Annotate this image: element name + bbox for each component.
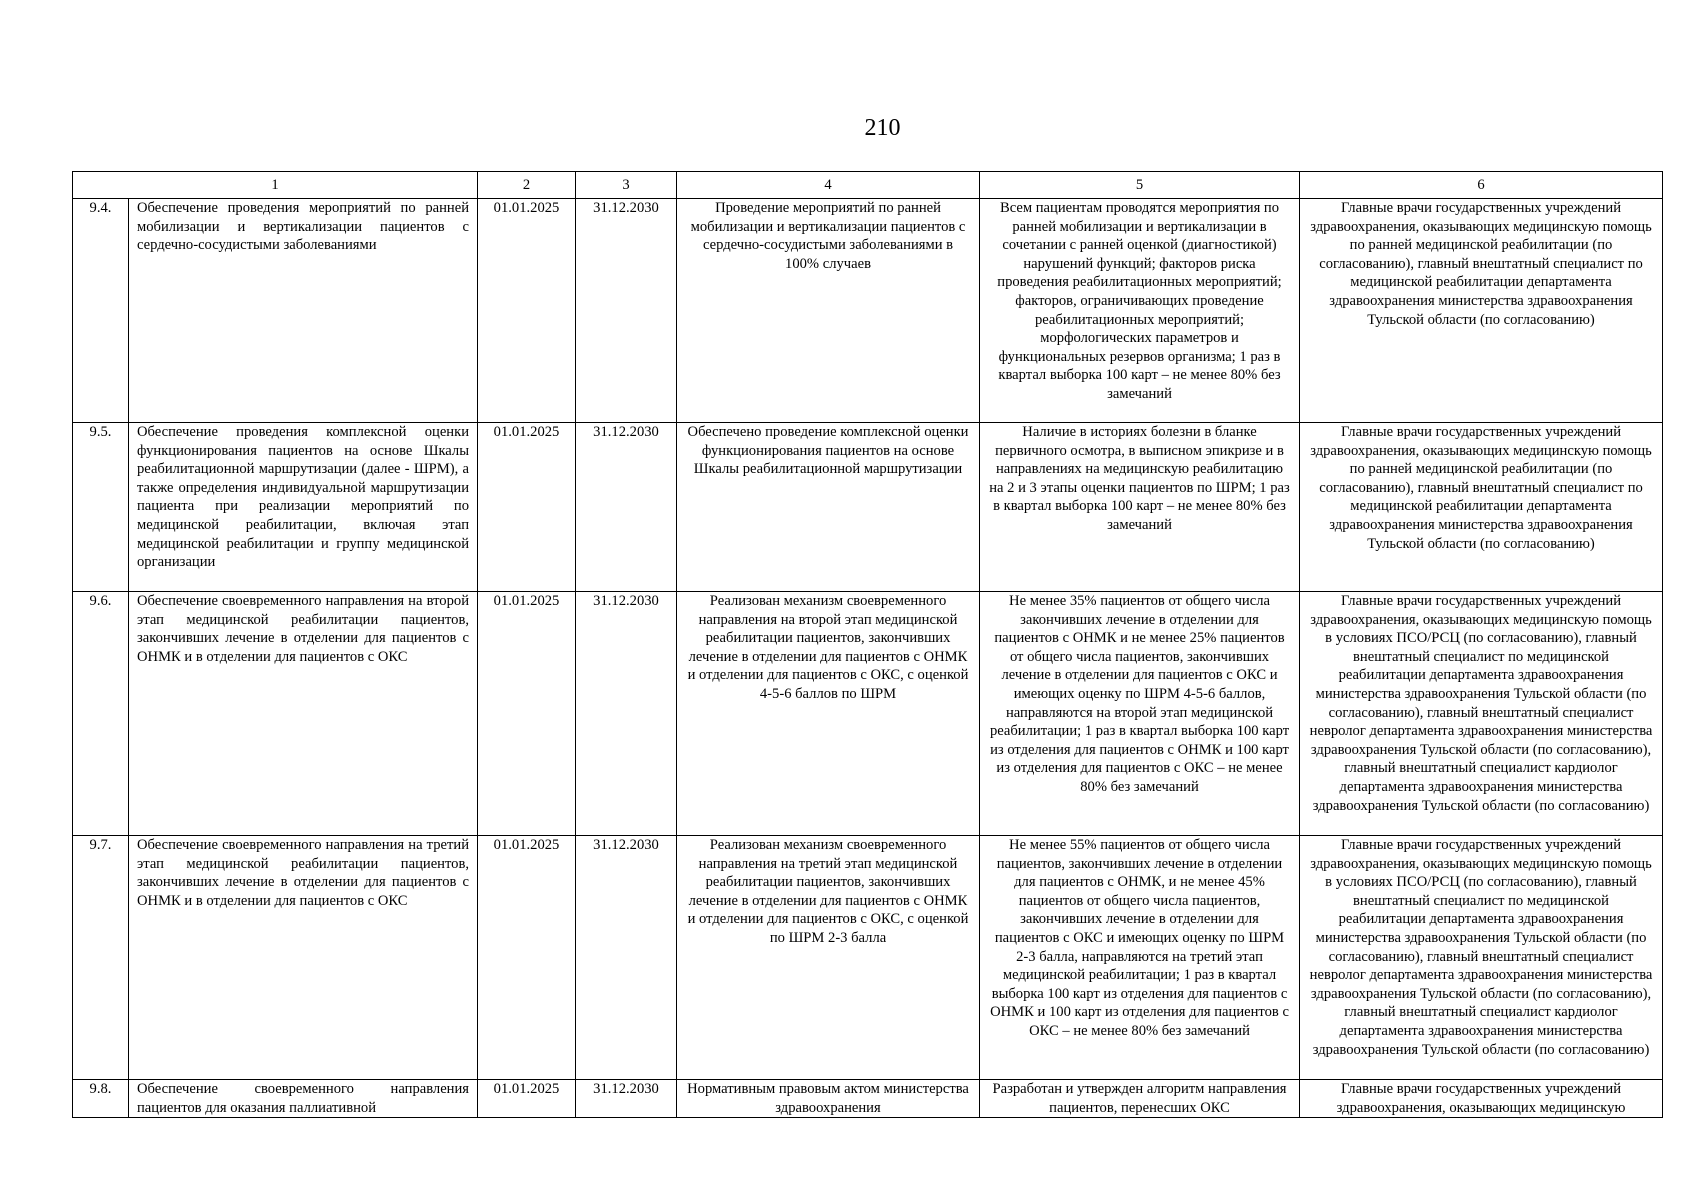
measure-name: [129, 1080, 478, 1118]
expected-result: Обеспечено проведение комплексной оценки функционирования пациентов на основе Шкалы реабилитационной маршрутизации: [677, 423, 980, 592]
control-indicator: Наличие в историях болезни в бланке первичного осмотра, в выписном эпикризе и в направлениях на медицинскую реабилитацию на 2 и 3 этапы оценки пациентов по ШРМ; 1 раз в квартал выборка 100 карт – не менее 80% без замечаний: [980, 423, 1300, 592]
start-date: 01.01.2025: [478, 423, 576, 592]
control-indicator: [980, 1080, 1300, 1118]
end-date: 31.12.2030: [576, 592, 677, 836]
end-date: 31.12.2030: [576, 836, 677, 1080]
control-indicator: Всем пациентам проводятся мероприятия по ранней мобилизации и вертикализации в сочетании с ранней оценкой (диагностикой) нарушений функций; факторов риска проведения реабилитационных мероприятий; факторов, ограничивающих проведение реабилитационных мероприятий; морфологических параметров и функциональных резервов организма; 1 раз в квартал выборка 100 карт – не менее 80% без замечаний: [980, 199, 1300, 423]
column-header-2: 2: [478, 172, 576, 199]
measure-name: Обеспечение проведения мероприятий по ранней мобилизации и вертикализации пациентов с сердечно-сосудистыми заболеваниями: [129, 199, 478, 423]
measure-name: Обеспечение своевременного направления на третий этап медицинской реабилитации пациентов, закончивших лечение в отделении для пациентов с ОНМК и в отделении для пациентов с ОКС: [129, 836, 478, 1080]
item-number: 9.7.: [73, 836, 129, 1080]
column-header-3: 3: [576, 172, 677, 199]
column-header-6: 6: [1300, 172, 1663, 199]
start-date: 01.01.2025: [478, 592, 576, 836]
start-date: 01.01.2025: [478, 199, 576, 423]
item-number: 9.4.: [73, 199, 129, 423]
end-date: 31.12.2030: [576, 1080, 677, 1118]
column-header-4: 4: [677, 172, 980, 199]
responsible-executors: Главные врачи государственных учреждений здравоохранения, оказывающих медицинскую помощь в условиях ПСО/РСЦ (по согласованию), главный внештатный специалист по медицинской реабилитации департамента здравоохранения министерства здравоохранения Тульской области (по согласованию), главный внештатный специалист невролог департамента здравоохранения министерства здравоохранения Тульской области (по согласованию), главный внештатный специалист кардиолог департамента здравоохранения министерства здравоохранения Тульской области (по согласованию): [1300, 592, 1663, 836]
table-header: [73, 172, 1663, 199]
measures-table: [72, 171, 1663, 1118]
item-number: 9.8.: [73, 1080, 129, 1118]
table-row: [73, 1080, 1663, 1118]
control-indicator-text: Разработан и утвержден алгоритм направления пациентов, перенесших ОКС: [992, 1081, 1287, 1116]
item-number: 9.6.: [73, 592, 129, 836]
column-header-5: 5: [980, 172, 1300, 199]
responsible-executors: Главные врачи государственных учреждений здравоохранения, оказывающих медицинскую помощь по ранней медицинской реабилитации (по согласованию), главный внештатный специалист по медицинской реабилитации департамента здравоохранения министерства здравоохранения Тульской области (по согласованию): [1300, 199, 1663, 423]
measure-name: Обеспечение своевременного направления на второй этап медицинской реабилитации пациентов, закончивших лечение в отделении для пациентов с ОНМК и в отделении для пациентов с ОКС: [129, 592, 478, 836]
page-number: 210: [864, 115, 901, 141]
responsible-executors-text: Главные врачи государственных учреждений здравоохранения, оказывающих медицинскую: [1336, 1081, 1626, 1116]
table-row: [73, 836, 1663, 1080]
control-indicator: Не менее 35% пациентов от общего числа закончивших лечение в отделении для пациентов с ОНМК и не менее 25% пациентов от общего числа пациентов, закончивших лечение в отделении для пациентов с ОКС и имеющих оценку по ШРМ 4-5-6 баллов, направляются на второй этап медицинской реабилитации; 1 раз в квартал выборка 100 карт из отделения для пациентов с ОНМК и 100 карт из отделения для пациентов с ОКС – не менее 80% без замечаний: [980, 592, 1300, 836]
expected-result: Реализован механизм своевременного направления на третий этап медицинской реабилитации пациентов, закончивших лечение в отделении для пациентов с ОНМК и отделении для пациентов с ОКС, с оценкой по ШРМ 2-3 балла: [677, 836, 980, 1080]
end-date: 31.12.2030: [576, 423, 677, 592]
measure-name: Обеспечение проведения комплексной оценки функционирования пациентов на основе Шкалы реабилитационной маршрутизации (далее - ШРМ), а также определения индивидуальной маршрутизации пациента при реализации мероприятий по медицинской реабилитации, включая этап медицинской реабилитации и группу медицинской организации: [129, 423, 478, 592]
table-body: [73, 199, 1663, 1118]
measure-name-text: Обеспечение своевременного направления пациентов для оказания паллиативной: [137, 1081, 470, 1116]
table-row: [73, 592, 1663, 836]
table-row: [73, 423, 1663, 592]
expected-result: Проведение мероприятий по ранней мобилизации и вертикализации пациентов с сердечно-сосудистыми заболеваниями в 100% случаев: [677, 199, 980, 423]
column-header-1: 1: [73, 172, 478, 199]
responsible-executors: Главные врачи государственных учреждений здравоохранения, оказывающих медицинскую помощь по ранней медицинской реабилитации (по согласованию), главный внештатный специалист по медицинской реабилитации департамента здравоохранения министерства здравоохранения Тульской области (по согласованию): [1300, 423, 1663, 592]
expected-result: [677, 1080, 980, 1118]
expected-result: Реализован механизм своевременного направления на второй этап медицинской реабилитации пациентов, закончивших лечение в отделении для пациентов с ОНМК и отделении для пациентов с ОКС, с оценкой 4-5-6 баллов по ШРМ: [677, 592, 980, 836]
table-row: [73, 199, 1663, 423]
start-date: 01.01.2025: [478, 1080, 576, 1118]
control-indicator: Не менее 55% пациентов от общего числа пациентов, закончивших лечение в отделении для пациентов с ОНМК, и не менее 45% пациентов от общего числа пациентов, закончивших лечение в отделении для пациентов с ОКС и имеющих оценку по ШРМ 2-3 балла, направляются на третий этап медицинской реабилитации; 1 раз в квартал выборка 100 карт из отделения для пациентов с ОНМК и 100 карт из отделения для пациентов с ОКС – не менее 80% без замечаний: [980, 836, 1300, 1080]
end-date: 31.12.2030: [576, 199, 677, 423]
responsible-executors: Главные врачи государственных учреждений здравоохранения, оказывающих медицинскую помощь в условиях ПСО/РСЦ (по согласованию), главный внештатный специалист по медицинской реабилитации департамента здравоохранения министерства здравоохранения Тульской области (по согласованию), главный внештатный специалист невролог департамента здравоохранения министерства здравоохранения Тульской области (по согласованию), главный внештатный специалист кардиолог департамента здравоохранения министерства здравоохранения Тульской области (по согласованию): [1300, 836, 1663, 1080]
item-number: 9.5.: [73, 423, 129, 592]
responsible-executors: [1300, 1080, 1663, 1118]
header-row: [73, 172, 1663, 199]
start-date: 01.01.2025: [478, 836, 576, 1080]
expected-result-text: Нормативным правовым актом министерства здравоохранения: [687, 1081, 969, 1116]
